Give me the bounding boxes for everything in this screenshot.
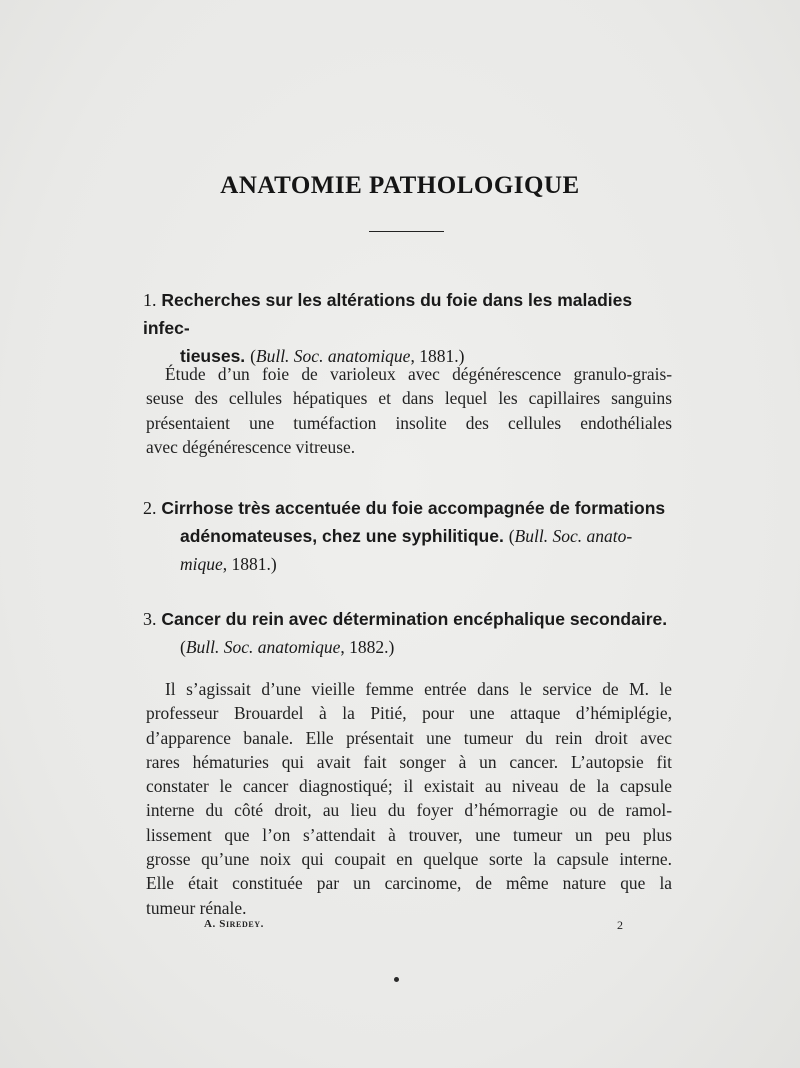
body-line: Il s’agissait d’une vieille femme entrée dans le service de M. le — [165, 679, 672, 699]
body-line: constater le cancer diagnostiqué; il existait au niveau de la capsule — [146, 776, 672, 797]
page-number: 2 — [617, 918, 624, 932]
body-line: grosse qu’une noix qui coupait en quelque sorte la capsule interne. — [146, 849, 672, 870]
body-line: interne du côté droit, au lieu du foyer d’hémorragie ou de ramol- — [146, 800, 672, 821]
ink-dot — [394, 977, 399, 982]
body-line: avec dégénérescence vitreuse. — [146, 436, 356, 457]
citation: (Bull. Soc. anato- — [508, 526, 633, 546]
citation-journal: Bull. Soc. anato- — [514, 526, 633, 546]
section-number: 2. — [143, 498, 157, 518]
body-line: professeur Brouardel à la Pitié, pour une attaque d’hémiplégie, — [146, 703, 672, 724]
body-line: d’apparence banale. Elle présentait une tumeur du rein droit avec — [146, 727, 672, 748]
section-2-first-line — [143, 498, 665, 518]
section-title-line: adénomateuses, chez une syphilitique. — [180, 526, 504, 546]
citation-journal: Bull. Soc. anatomique — [185, 637, 341, 657]
section-1-body — [146, 362, 672, 459]
section-3-body — [146, 677, 672, 920]
citation-journal: Bull. Soc. anatomique — [255, 346, 411, 366]
section-title-line: Cirrhose très accentuée du foie accompagnée de formations — [161, 498, 666, 518]
body-line: présentaient une tuméfaction insolite des cellules endothéliales — [146, 412, 672, 433]
section-2-heading — [143, 494, 673, 578]
body-line: lissement que l’on s’attendait à trouver, une tumeur un peu plus — [146, 824, 672, 845]
section-3-heading — [143, 605, 673, 661]
section-title-line: Cancer du rein avec détermination encéphalique secondaire. — [161, 609, 668, 629]
citation-journal: mique — [180, 554, 223, 574]
section-1-first-line — [143, 290, 632, 338]
citation: (Bull. Soc. anatomique, 1881.) — [250, 346, 465, 366]
section-3-second-line: (Bull. Soc. anatomique, 1882.) — [180, 637, 395, 657]
body-line: Elle était constituée par un carcinome, de même nature que la — [146, 873, 672, 894]
section-2-second-line — [143, 522, 673, 550]
body-line: seuse des cellules hépatiques et dans lequel les capillaires sanguins — [146, 388, 672, 409]
section-1-heading — [143, 286, 673, 370]
section-number: 3. — [143, 609, 157, 629]
page-title: ANATOMIE PATHOLOGIQUE — [220, 172, 580, 199]
body-line: tumeur rénale. — [146, 897, 247, 918]
section-number: 1. — [143, 290, 157, 310]
section-2-third-line: mique, 1881.) — [180, 554, 277, 574]
section-3-first-line — [143, 609, 667, 629]
body-line: Étude d’un foie de varioleux avec dégénérescence granulo-grais- — [165, 364, 672, 384]
section-title-line: tieuses. — [180, 346, 246, 366]
footer-author: A. Siredey. — [204, 918, 265, 930]
section-title-line: Recherches sur les altérations du foie dans les maladies infec- — [143, 290, 633, 338]
body-line: rares hématuries qui avait fait songer à un cancer. L’autopsie fit — [146, 751, 672, 772]
title-divider — [369, 231, 444, 232]
